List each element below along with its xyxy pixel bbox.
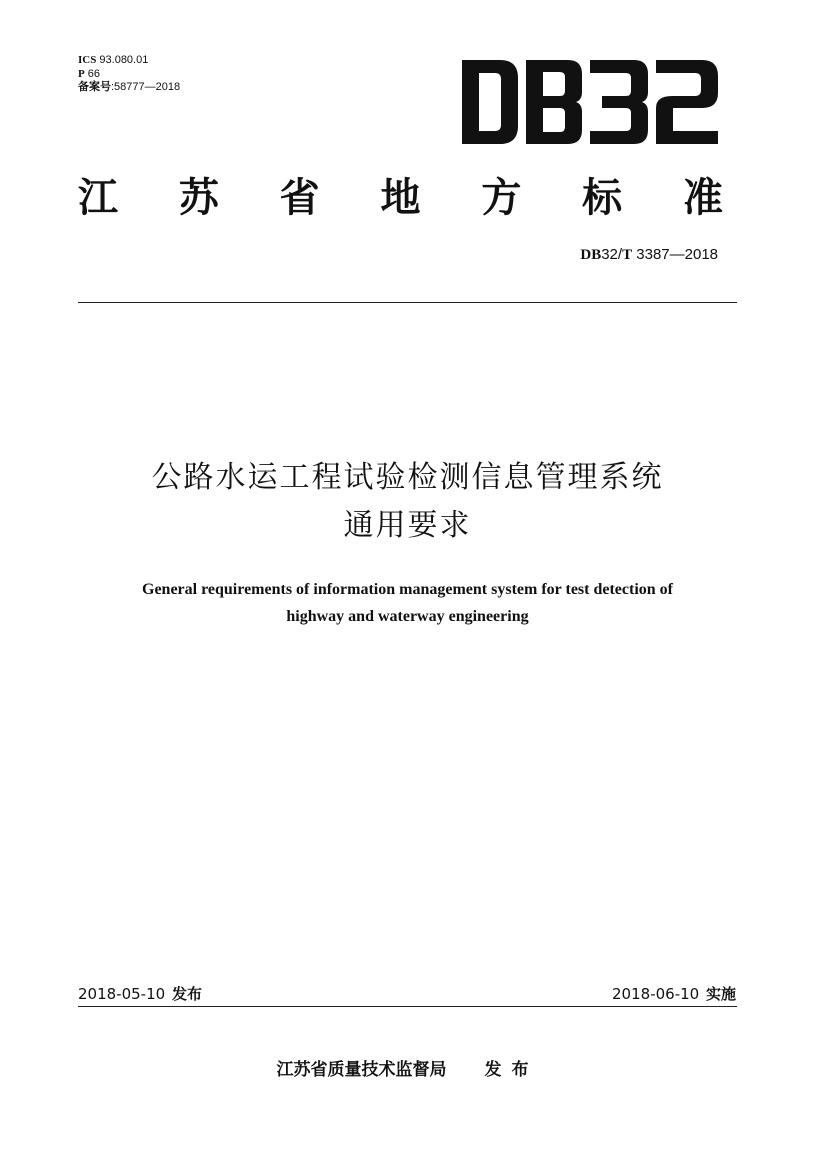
- standard-title-char: 江: [78, 174, 118, 221]
- record-label: 备案号: [78, 81, 111, 93]
- issue-date: 2018-05-10 发布: [78, 985, 202, 1003]
- top-divider: [78, 302, 737, 303]
- title-en-line2: highway and waterway engineering: [286, 608, 529, 625]
- classification-meta: [78, 54, 180, 95]
- title-zh-line2: 通用要求: [343, 508, 472, 543]
- standard-title-char: 省: [279, 174, 320, 221]
- record-value: :58777—2018: [111, 81, 181, 93]
- standard-title: [78, 166, 723, 222]
- db32-logo: [462, 60, 718, 144]
- standard-title-char: 准: [682, 174, 723, 221]
- class-value: 66: [87, 67, 101, 80]
- title-en-line1: General requirements of information management system for test detection of: [142, 581, 673, 598]
- issuer: [0, 1055, 815, 1080]
- ics-line: [78, 54, 180, 68]
- standard-title-char: 苏: [178, 174, 219, 221]
- document-number: DB32/T 3387—2018: [580, 246, 718, 263]
- class-line: [78, 68, 180, 82]
- record-line: [78, 81, 180, 95]
- ics-value: 93.080.01: [99, 54, 149, 66]
- title-zh-line1: 公路水运工程试验检测信息管理系统: [151, 460, 664, 495]
- bottom-divider: [78, 1006, 737, 1007]
- issuer-name: 江苏省质量技术监督局: [276, 1060, 447, 1080]
- issuer-action: 发布: [484, 1060, 539, 1080]
- standard-title-char: 标: [582, 174, 623, 221]
- standard-title-char: 地: [380, 174, 421, 221]
- standard-title-char: 方: [481, 174, 522, 221]
- implement-date: 2018-06-10 实施: [612, 985, 736, 1003]
- ics-label: ICS: [78, 54, 97, 66]
- class-label: P: [78, 67, 85, 80]
